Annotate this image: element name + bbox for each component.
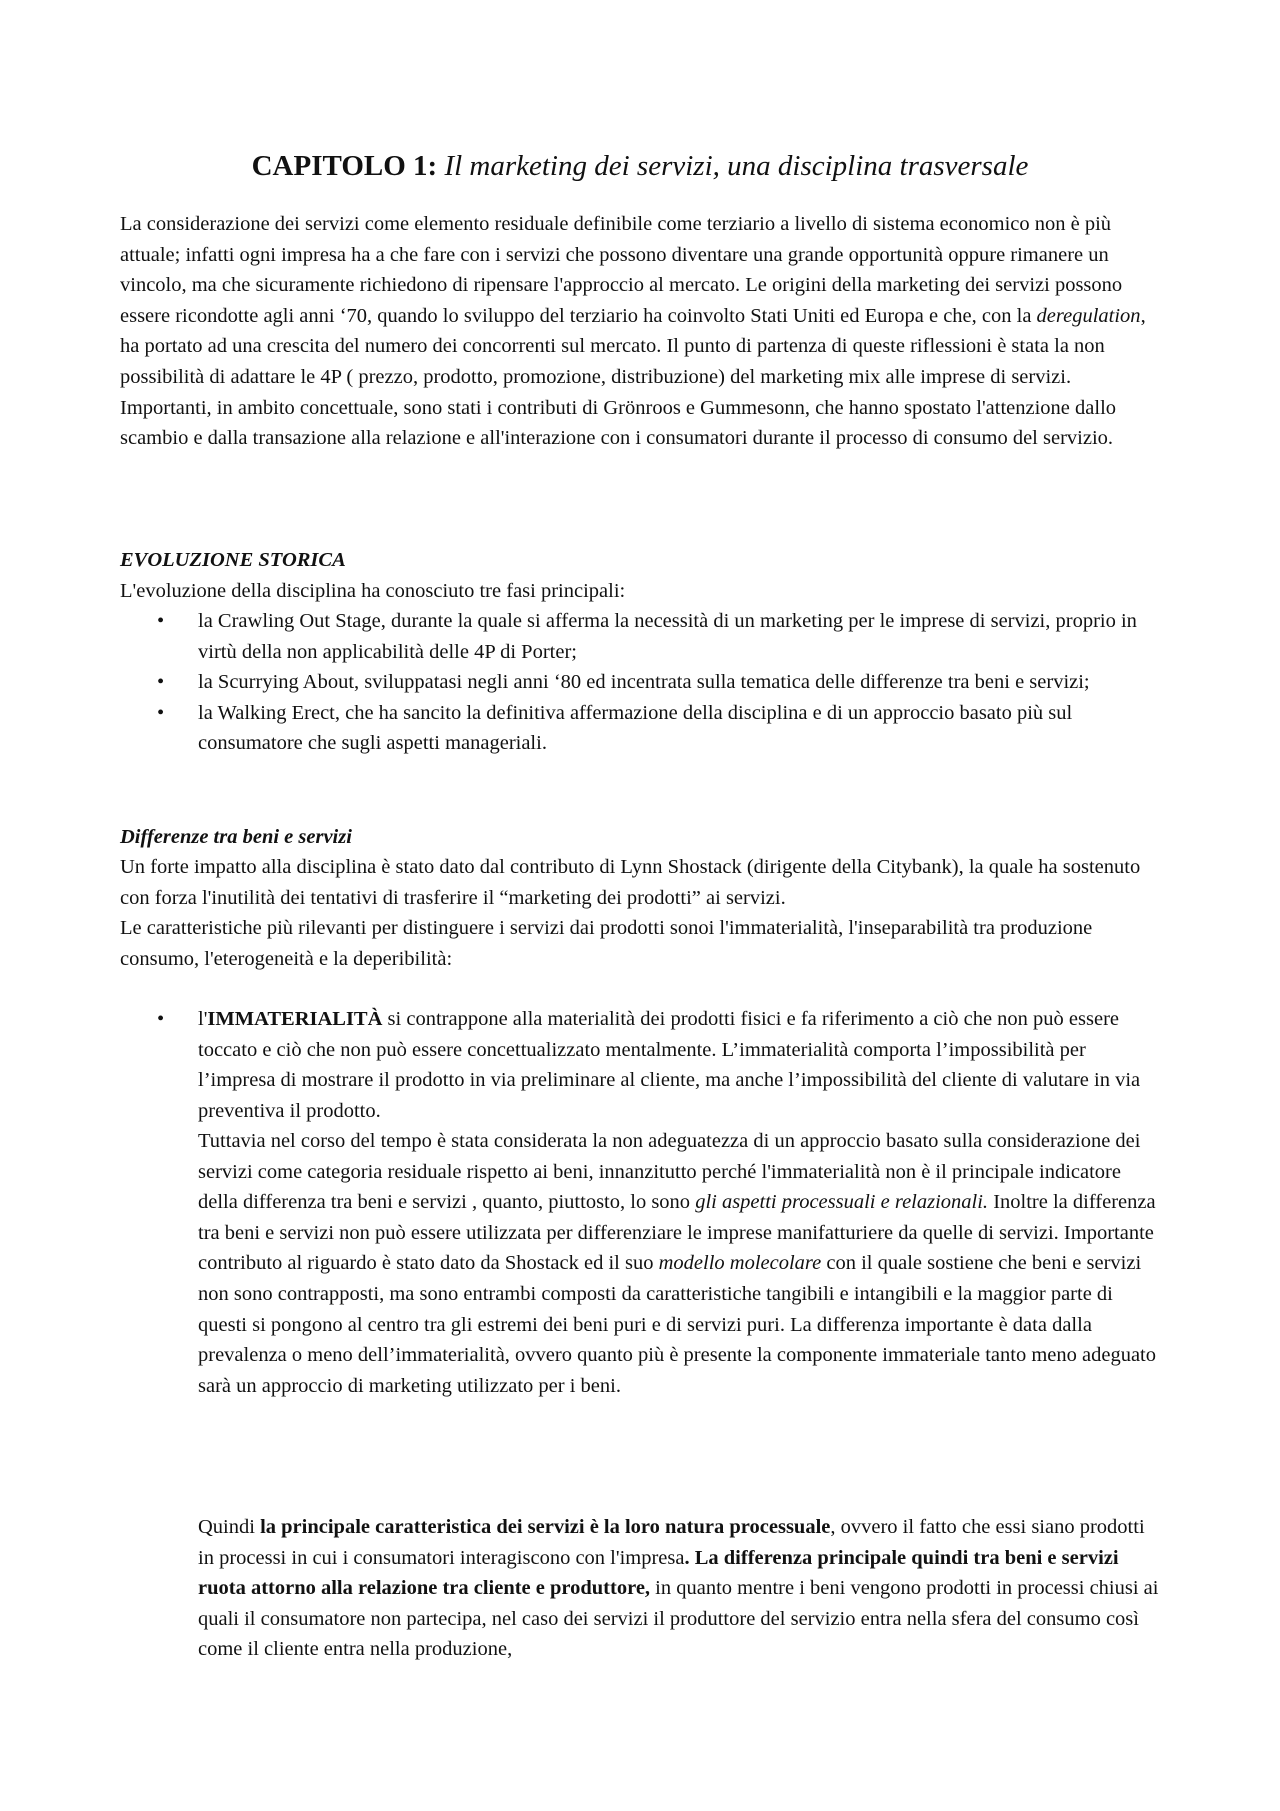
tuttavia-paragraph [198, 1126, 1160, 1401]
list-item [120, 698, 1160, 759]
bullet-icon: • [157, 701, 165, 724]
bullet-icon: • [157, 671, 165, 694]
list-item-text: la Crawling Out Stage, durante la quale si afferma la necessità di un marketing per le imprese di servizi, proprio in virtù della non applicabilità delle 4P di Porter; [198, 610, 1137, 663]
chapter-title-number: CAPITOLO 1: [251, 150, 438, 182]
immaterialita-prefix: l' [198, 1008, 208, 1030]
intro-italic-deregulation: deregulation [1036, 304, 1141, 327]
list-item-immaterialita [120, 1004, 1160, 1126]
intro-text-1: La considerazione dei servizi come elemento residuale definibile come terziario a livello di sistema economico non è più attuale; infatti ogni impresa ha a che fare con i servizi che possono diventare una grande opportunità oppure rimanere un vincolo, ma che sicuramente richiedono di ripensare l'approccio al mercato. Le origini della marketing dei servizi possono essere ricondotte agli anni ‘70, quando lo sviluppo del terziario ha coinvolto Stati Uniti ed Europa e che, con la [120, 213, 1123, 327]
quindi-text-2: , ovvero il fatto che essi siano prodotti in processi in cui i consumatori interagiscono con l'impresa [198, 1516, 1145, 1569]
intro-paragraph [120, 209, 1160, 454]
bullet-icon: • [157, 610, 165, 632]
quindi-paragraph [198, 1512, 1160, 1665]
tuttavia-italic-2: modello molecolare [658, 1252, 822, 1275]
quindi-text-1: Quindi [198, 1516, 261, 1538]
list-item [120, 606, 1160, 667]
immaterialita-term: IMMATERIALITÀ [207, 1008, 383, 1030]
tuttavia-italic-1: gli aspetti processuali e relazionali. [695, 1191, 989, 1214]
immaterialita-text: si contrappone alla materialità dei prodotti fisici e fa riferimento a ciò che non può essere toccato e ciò che non può essere concettualizzato mentalmente. L’immaterialità comporta l’impossibilità per l’impresa di mostrare il prodotto in via preliminare al cliente, ma anche l’impossibilità del cliente di valutare in via preventiva il prodotto. [198, 1008, 1141, 1122]
evoluzione-intro: L'evoluzione della disciplina ha conosciuto tre fasi principali: [120, 580, 626, 602]
quindi-bold-2: . La differenza principale quindi tra beni e servizi ruota attorno alla relazione tra cliente e produttore, [198, 1546, 1119, 1600]
characteristics-list [120, 1004, 1160, 1126]
heading-differenze: Differenze tra beni e servizi [120, 826, 352, 848]
differenze-text-2: Le caratteristiche più rilevanti per distinguere i servizi dai prodotti sonoi l'immaterialità, l'inseparabilità tra produzione consumo, l'eterogeneità e la deperibilità: [120, 917, 1093, 970]
list-item-text: la Walking Erect, che ha sancito la definitiva affermazione della disciplina e di un approccio basato più sul consumatore che sugli aspetti manageriali. [198, 701, 1073, 755]
differenze-text-1: Un forte impatto alla disciplina è stato dato dal contributo di Lynn Shostack (dirigente della Citybank), la quale ha sostenuto con forza l'inutilità dei tentativi di trasferire il “marketing dei prodotti” ai servizi. [120, 856, 1141, 909]
tuttavia-text-2: Inoltre la differenza tra beni e servizi non può essere utilizzata per differenziare le imprese manifatturiere da quelle di servizi. Importante contributo al riguardo è stato dato da Shostack ed il suo [198, 1191, 1156, 1275]
quindi-text-3: in quanto mentre i beni vengono prodotti in processi chiusi ai quali il consumatore non partecipa, nel caso dei servizi il produttore del servizio entra nella sfera del consumo così come il cliente entra nella produzione, [198, 1577, 1159, 1661]
tuttavia-text-3: con il quale sostiene che beni e servizi non sono contrapposti, ma sono entrambi composti da caratteristiche tangibili e intangibili e la maggior parte di questi si pongono al centro tra gli estremi dei beni puri e di servizi puri. La differenza importante è data dalla prevalenza o meno dell’immaterialità, ovvero quanto più è presente la componente immateriale tanto meno adeguato sarà un approccio di marketing utilizzato per i beni. [198, 1252, 1157, 1397]
list-item-text: la Scurrying About, sviluppatasi negli anni ‘80 ed incentrata sulla tematica delle differenze tra beni e servizi; [198, 671, 1090, 694]
chapter-title-text: Il marketing dei servizi, una disciplina trasversale [444, 150, 1029, 182]
heading-evoluzione-storica: EVOLUZIONE STORICA [120, 549, 346, 571]
tuttavia-text-1: Tuttavia nel corso del tempo è stata considerata la non adeguatezza di un approccio basato sulla considerazione dei servizi come categoria residuale rispetto ai beni, innanzitutto perché l'immaterialità non è il principale indicatore della differenza tra beni e servizi , quanto, piuttosto, lo sono [198, 1130, 1141, 1214]
quindi-bold-1: la principale caratteristica dei servizi è la loro natura processuale [260, 1516, 831, 1538]
evoluzione-list [120, 606, 1160, 759]
differenze-paragraph [120, 852, 1160, 974]
bullet-icon: • [157, 1008, 165, 1030]
intro-text-2: , ha portato ad una crescita del numero dei concorrenti sul mercato. Il punto di partenza di queste riflessioni è stata la non possibilità di adattare le 4P ( prezzo, prodotto, promozione, distribuzione) del marketing mix alle imprese di servizi. Importanti, in ambito concettuale, sono stati i contributi di Grönroos e Gummesonn, che hanno spostato l'attenzione dallo scambio e dalla transazione alla relazione e all'interazione con i consumatori durante il processo di consumo del servizio. [120, 304, 1146, 450]
chapter-title [0, 148, 1280, 184]
list-item [120, 667, 1160, 698]
